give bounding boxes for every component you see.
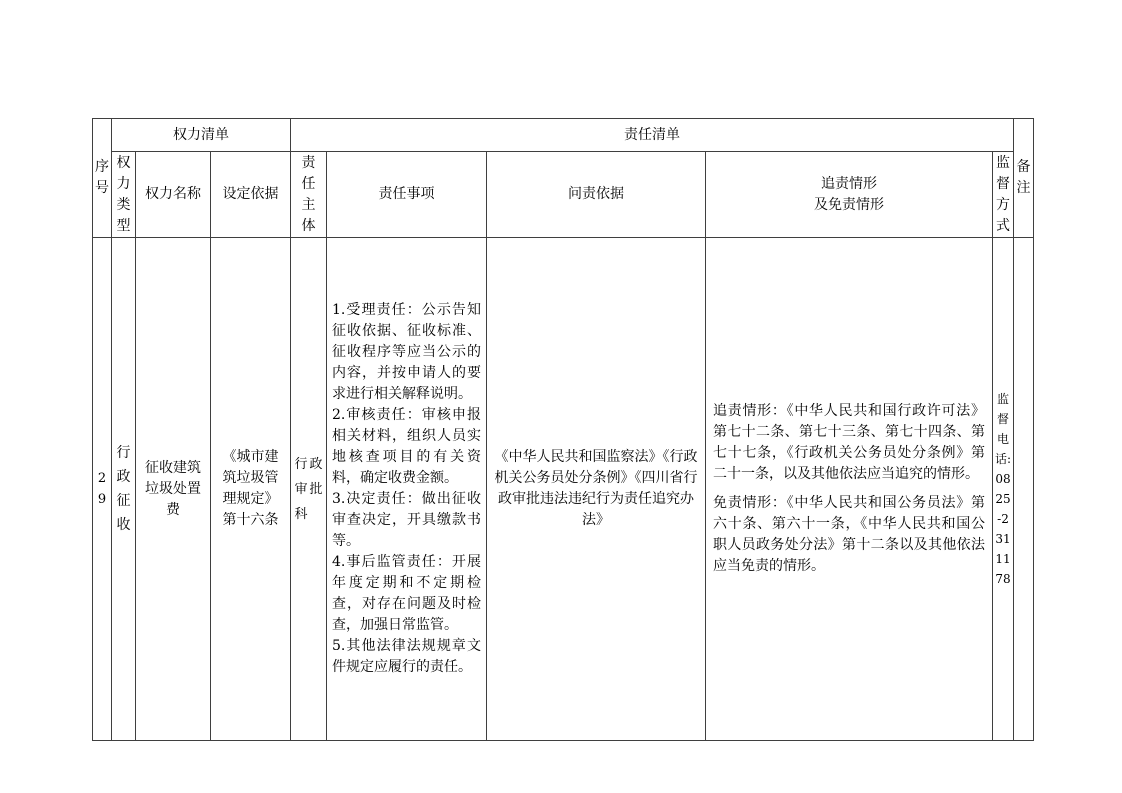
- header-serial-no: [93, 119, 112, 238]
- header-responsibility-items: [327, 152, 487, 238]
- header-setting-basis: [211, 152, 291, 238]
- header-responsible-body: [291, 152, 327, 238]
- cell-supervision-method: [993, 238, 1014, 741]
- header-row-columns: [93, 152, 1034, 238]
- responsibility-item: 4.事后监管责任：开展年度定期和不定期检查，对存在问题及时检查，加强日常监管。: [332, 554, 481, 633]
- header-accountability-basis: [487, 152, 706, 238]
- responsibility-item: 1.受理责任：公示告知征收依据、征收标准、征收程序等应当公示的内容，并按申请人的要求进行相关解释说明。: [332, 302, 481, 402]
- header-remarks-label: 备注: [1016, 159, 1031, 196]
- header-pursuit-line2: 及免责情形: [814, 196, 884, 213]
- cell-accountability-basis-value: 《中华人民共和国监察法》《行政机关公务员处分条例》《四川省行政审批违法违纪行为责任追究办法》: [494, 449, 698, 528]
- cell-accountability-basis: [487, 238, 706, 741]
- header-power-type-label: 权力类型: [116, 154, 131, 234]
- cell-setting-basis: [211, 238, 291, 741]
- responsibility-item: 5.其他法律法规规章文件规定应履行的责任。: [332, 638, 481, 675]
- header-supervision-method: [993, 152, 1014, 238]
- cell-responsibility-items: [327, 238, 487, 741]
- header-pursuit-exemption: [706, 152, 993, 238]
- cell-power-name-value: 征收建筑垃圾处置费: [145, 459, 201, 518]
- header-responsibility-list-group: [291, 119, 1014, 152]
- responsibility-item: 2.审核责任：审核申报相关材料，组织人员实地核查项目的有关资料，确定收费金额。: [332, 407, 481, 486]
- header-power-list-group: [112, 119, 291, 152]
- responsibility-item: 3.决定责任：做出征收审查决定，开具缴款书等。: [332, 491, 481, 549]
- header-power-name-label: 权力名称: [145, 186, 201, 202]
- header-power-list-label: 权力清单: [173, 126, 229, 143]
- header-power-type: [112, 152, 136, 238]
- cell-responsible-body: [291, 238, 327, 741]
- exemption-paragraph: 免责情形：《中华人民共和国公务员法》第六十条、第六十一条，《中华人民共和国公职人员政务处分法》第十二条以及其他依法应当免责的情形。: [713, 495, 985, 574]
- cell-power-type: [112, 238, 136, 741]
- pursuit-paragraph: 追责情形：《中华人民共和国行政许可法》第七十二条、第七十三条、第七十四条、第七十七条，《行政机关公务员处分条例》第二十一条，以及其他依法应当追究的情形。: [713, 403, 985, 482]
- header-row-groups: [93, 119, 1034, 152]
- cell-power-name: [136, 238, 211, 741]
- header-responsibility-items-label: 责任事项: [378, 186, 435, 202]
- cell-supervision-method-value: 监督电话:0825-2311178: [994, 392, 1012, 586]
- power-responsibility-table: [92, 118, 1034, 741]
- header-serial-no-label: 序号: [95, 159, 109, 196]
- header-accountability-basis-label: 问责依据: [568, 186, 624, 202]
- header-remarks: [1014, 119, 1034, 238]
- header-supervision-method-label: 监督方式: [996, 154, 1011, 234]
- header-responsible-body-label: 责任主体: [301, 154, 316, 234]
- cell-responsible-body-value: 行政审批科: [294, 456, 323, 522]
- cell-remarks: [1014, 238, 1034, 741]
- cell-serial-no-value: 29: [97, 471, 107, 507]
- header-setting-basis-label: 设定依据: [222, 186, 279, 202]
- header-responsibility-list-label: 责任清单: [624, 126, 681, 143]
- table-row: [93, 238, 1034, 741]
- cell-power-type-value: 行政征收: [116, 445, 131, 533]
- header-pursuit-line1: 追责情形: [821, 175, 877, 192]
- cell-setting-basis-value: 《城市建筑垃圾管理规定》第十六条: [222, 449, 279, 528]
- header-power-name: [136, 152, 211, 238]
- cell-pursuit-exemption: [706, 238, 993, 741]
- cell-serial-no: [93, 238, 112, 741]
